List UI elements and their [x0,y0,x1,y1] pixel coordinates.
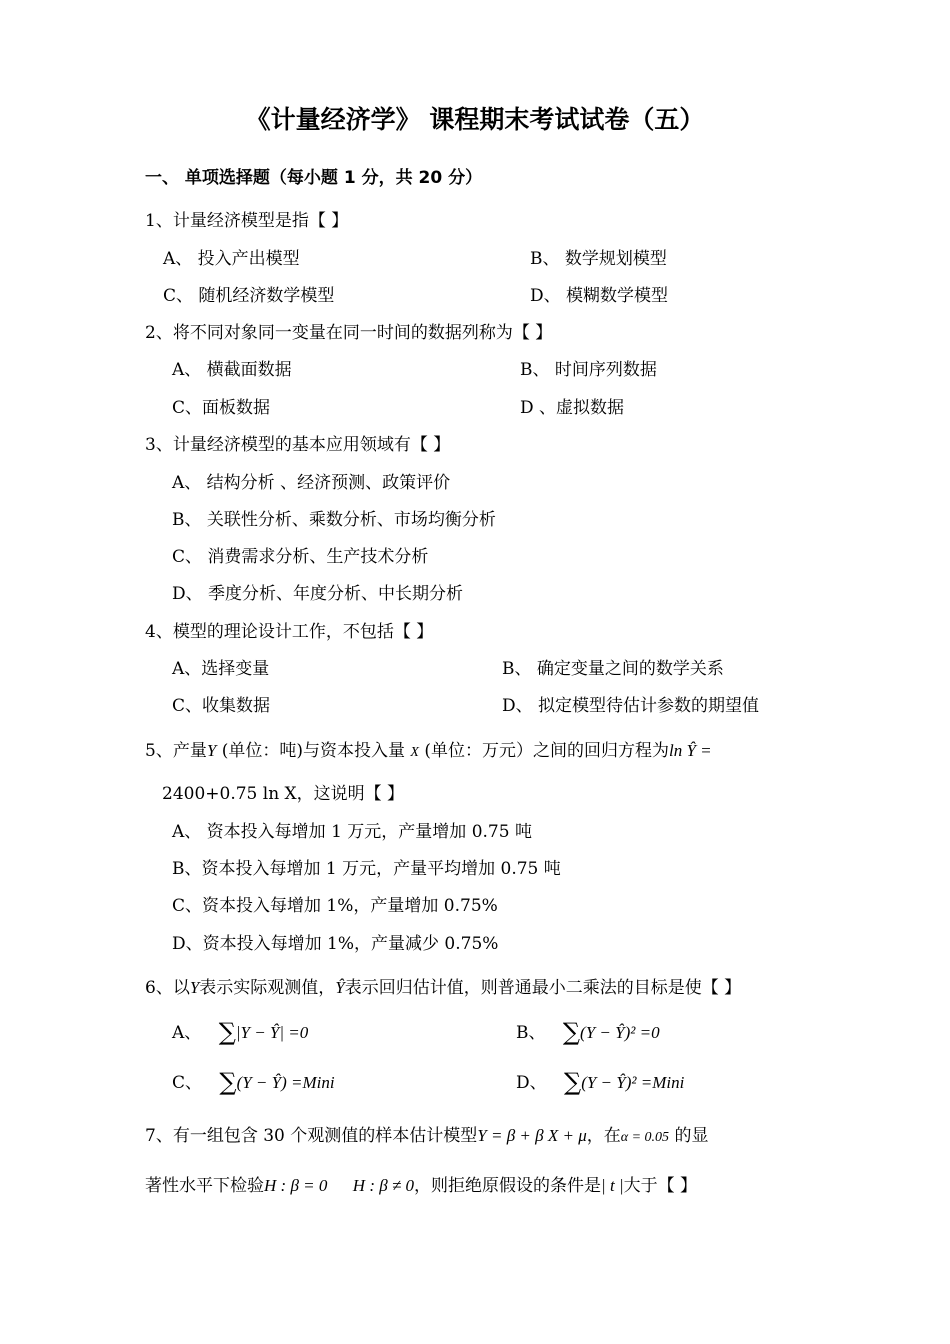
question-4-option-d: D、 拟定模型待估计参数的期望值 [502,696,760,716]
page-title: 《计量经济学》 课程期末考试试卷（五） [245,105,705,134]
q7-text-2: ，在 [586,1126,621,1146]
question-5-option-a: A、 资本投入每增加 1 万元，产量增加 0.75 吨 [172,822,532,842]
option-label: A、 [172,1023,202,1043]
var-y: Y [189,978,200,997]
t-statistic: | t | [601,1176,624,1195]
question-1-option-c: C、 随机经济数学模型 [163,286,335,306]
question-5-option-c: C、资本投入每增加 1%，产量增加 0.75% [172,896,498,916]
var-y: Y [206,741,217,760]
question-4-option-a: A、选择变量 [172,659,270,679]
question-5-stem-line-1 [145,736,712,761]
sum-symbol: ∑ [564,1068,582,1096]
q7-text-3: 的显 [674,1126,709,1146]
var-y-hat: Ŷ [335,978,345,997]
option-expression: |Y − Ŷ| =0 [235,1023,309,1042]
question-2-option-a: A、 横截面数据 [172,360,292,380]
option-label: C、 [172,1073,203,1093]
q7-text-5: ，则拒绝原假设的条件是 [414,1176,602,1196]
question-6-option-a [172,1016,308,1044]
option-expression: (Y − Ŷ)² =0 [580,1023,660,1042]
regression-equation-lhs: ln Ŷ = [668,741,712,760]
question-2-option-c: C、面板数据 [172,398,271,418]
q5-text-1: 5、产量 [145,741,207,761]
question-3-option-b: B、 关联性分析、乘数分析、市场均衡分析 [172,510,496,530]
q5-text-3: (单位：万元）之间的回归方程为 [424,741,669,761]
question-3-option-c: C、 消费需求分析、生产技术分析 [172,547,429,567]
question-1-option-d: D、 模糊数学模型 [530,286,669,306]
q6-text-1: 6、以 [145,978,190,998]
question-1-stem: 1、计量经济模型是指【 】 [145,211,349,231]
q6-text-3: 表示回归估计值，则普通最小二乘法的目标是使【 】 [344,978,742,998]
q6-text-2: 表示实际观测值， [199,978,336,998]
question-3-stem: 3、计量经济模型的基本应用领域有【 】 [145,435,451,455]
question-4-option-b: B、 确定变量之间的数学关系 [502,659,724,679]
q5-text-4: ，这说明【 】 [296,784,405,804]
question-6-option-b [516,1016,660,1044]
question-5-option-d: D、资本投入每增加 1%，产量减少 0.75% [172,934,499,954]
question-3-option-a: A、 结构分析 、经济预测、政策评价 [172,473,451,493]
question-1-option-b: B、 数学规划模型 [530,249,667,269]
question-5-option-b: B、资本投入每增加 1 万元，产量平均增加 0.75 吨 [172,859,561,879]
question-6-option-d [516,1066,684,1094]
question-1-option-a: A、 投入产出模型 [163,249,300,269]
option-label: D、 [516,1073,547,1093]
q5-text-2: (单位：吨)与资本投入量 [221,741,405,761]
alpha-level: α = 0.05 [620,1130,670,1145]
section-heading: 一、 单项选择题（每小题 1 分，共 20 分） [145,168,483,188]
question-6-option-c [172,1066,335,1094]
sum-symbol: ∑ [218,1018,236,1046]
sum-symbol: ∑ [562,1018,581,1046]
q7-text-1: 7、有一组包含 30 个观测值的样本估计模型 [145,1126,478,1146]
option-label: B、 [516,1023,546,1043]
question-7-stem-line-2 [145,1171,697,1196]
question-3-option-d: D、 季度分析、年度分析、中长期分析 [172,584,464,604]
question-6-stem [145,973,741,998]
question-4-option-c: C、收集数据 [172,696,271,716]
null-hypothesis: H : β = 0 [264,1176,328,1195]
regression-equation-rhs: 2400+0.75 ln X [162,784,297,804]
question-7-stem-line-1 [145,1121,708,1146]
alternative-hypothesis: H : β ≠ 0 [352,1176,415,1195]
sum-symbol: ∑ [219,1068,237,1096]
question-4-stem: 4、模型的理论设计工作，不包括【 】 [145,622,434,642]
question-5-stem-line-2 [162,779,404,804]
q7-text-6: 大于【 】 [623,1176,698,1196]
option-expression: (Y − Ŷ)² =Mini [581,1073,685,1092]
question-2-stem: 2、将不同对象同一变量在同一时间的数据列称为【 】 [145,323,553,343]
q7-text-4: 著性水平下检验 [145,1176,264,1196]
regression-model: Y = β + β X + μ [477,1126,587,1145]
question-2-option-d: D 、虚拟数据 [520,398,625,418]
option-expression: (Y − Ŷ) =Mini [236,1073,335,1092]
var-x: X [410,745,419,760]
question-2-option-b: B、 时间序列数据 [520,360,657,380]
